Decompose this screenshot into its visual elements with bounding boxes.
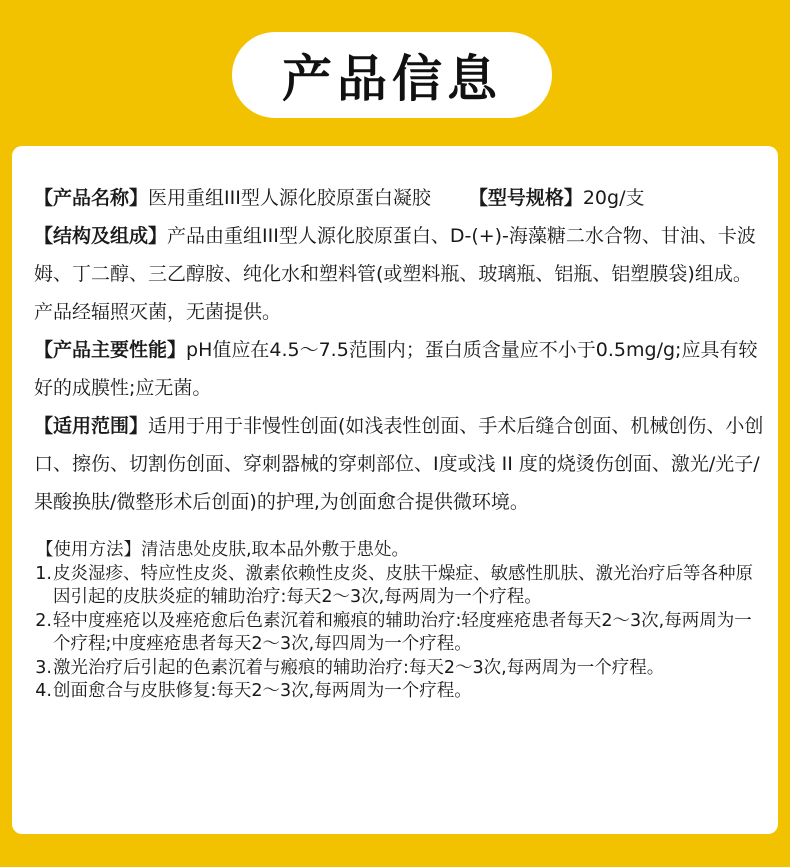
scope-label: 【适用范围】 <box>34 415 149 437</box>
usage-item-number: 1. <box>35 563 52 584</box>
usage-intro: 清洁患处皮肤,取本品外敷于患处。 <box>141 540 410 560</box>
product-name-label: 【产品名称】 <box>34 187 149 209</box>
usage-item-text: 轻中度痤疮以及痤疮愈后色素沉着和瘢痕的辅助治疗:轻度痤疮患者每天2～3次,每两周为一个疗程;中度痤疮患者每天2～3次,每四周为一个疗程。 <box>53 610 752 654</box>
usage-heading <box>36 539 764 563</box>
model-spec-label: 【型号规格】 <box>468 187 583 209</box>
product-info-card <box>12 146 778 834</box>
page-title: 产品信息 <box>232 32 552 118</box>
usage-item <box>34 610 764 657</box>
usage-item <box>34 680 764 704</box>
name-spec-row <box>34 179 764 217</box>
scope-section <box>34 407 764 521</box>
usage-item-text: 创面愈合与皮肤修复:每天2～3次,每两周为一个疗程。 <box>53 681 472 701</box>
usage-item-text: 皮炎湿疹、特应性皮炎、激素依赖性皮炎、皮肤干燥症、敏感性肌肤、激光治疗后等各种原因引起的皮肤炎症的辅助治疗:每天2～3次,每两周为一个疗程。 <box>53 563 753 607</box>
performance-label: 【产品主要性能】 <box>34 339 187 361</box>
usage-item-number: 3. <box>35 657 52 678</box>
usage-item <box>34 657 764 681</box>
product-name-value: 医用重组III型人源化胶原蛋白凝胶 <box>148 187 431 209</box>
scope-value: 适用于用于非慢性创面(如浅表性创面、手术后缝合创面、机械创伤、小创口、擦伤、切割伤创面、穿刺器械的穿刺部位、I度或浅 II 度的烧烫伤创面、激光/光子/果酸换肤/微整形术后创面)的护理,为创面愈合提供微环境。 <box>34 415 764 513</box>
composition-section <box>34 217 764 331</box>
usage-item-number: 2. <box>35 610 52 631</box>
usage-label: 【使用方法】 <box>36 540 141 560</box>
product-name <box>34 179 431 217</box>
usage-section <box>34 539 764 704</box>
usage-item-text: 激光治疗后引起的色素沉着与瘢痕的辅助治疗:每天2～3次,每两周为一个疗程。 <box>53 657 665 678</box>
model-spec <box>469 179 645 217</box>
composition-label: 【结构及组成】 <box>34 225 168 247</box>
usage-item-number: 4. <box>35 681 52 701</box>
performance-section <box>34 331 764 407</box>
composition-value: 产品由重组III型人源化胶原蛋白、D-(+)-海藻糖二水合物、甘油、卡波姆、丁二醇、三乙醇胺、纯化水和塑料管(或塑料瓶、玻璃瓶、铝瓶、铝塑膜袋)组成。产品经辐照灭菌，无菌提供。 <box>34 225 756 323</box>
usage-list <box>34 563 764 704</box>
model-spec-value: 20g/支 <box>582 187 645 209</box>
usage-item <box>34 563 764 610</box>
performance-value: pH值应在4.5～7.5范围内；蛋白质含量应不小于0.5mg/g;应具有较好的成膜性;应无菌。 <box>34 339 758 399</box>
